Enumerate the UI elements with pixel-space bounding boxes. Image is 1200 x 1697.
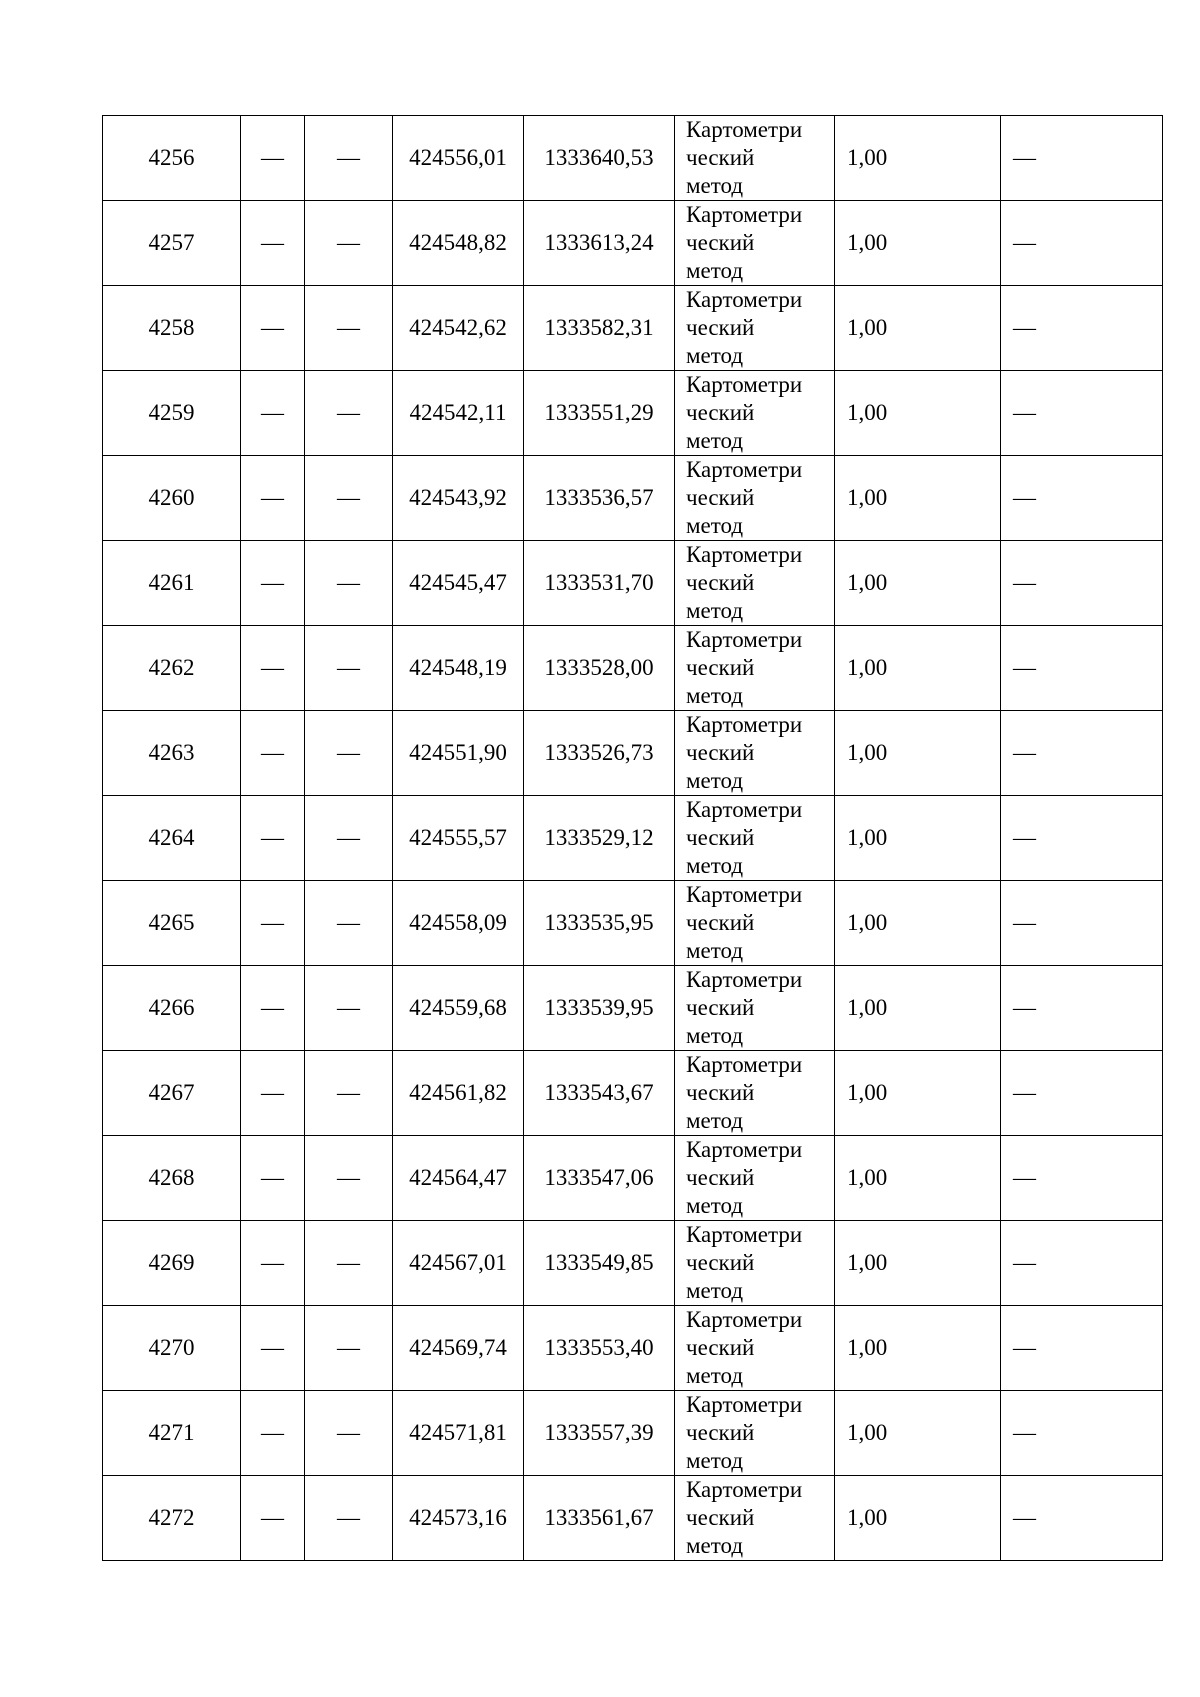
accuracy-cell: 1,00 [835,116,1001,201]
method-text-line: Картометри [686,797,803,822]
method-text-line: ческий [686,1080,755,1105]
method-text-line: метод [686,598,744,623]
y-coordinate-cell: 1333528,00 [524,626,675,711]
y-coordinate-cell: 1333536,57 [524,456,675,541]
empty-value-cell: — [1001,456,1163,541]
accuracy-cell: 1,00 [835,711,1001,796]
x-coordinate-cell: 424564,47 [393,1136,524,1221]
method-text-line: ческий [686,1250,755,1275]
point-number-cell: 4271 [103,1391,241,1476]
x-coordinate-cell: 424548,19 [393,626,524,711]
empty-value-cell: — [1001,286,1163,371]
method-text-line: ческий [686,655,755,680]
point-number-cell: 4262 [103,626,241,711]
method-text-line: Картометри [686,1477,803,1502]
table-row [103,1391,1163,1476]
method-cell [675,1221,835,1306]
empty-value-cell: — [305,1136,393,1221]
x-coordinate-cell: 424555,57 [393,796,524,881]
x-coordinate-cell: 424573,16 [393,1476,524,1561]
table-row [103,1306,1163,1391]
point-number-cell: 4268 [103,1136,241,1221]
method-cell [675,1476,835,1561]
empty-value-cell: — [305,626,393,711]
accuracy-cell: 1,00 [835,201,1001,286]
table-row [103,286,1163,371]
empty-value-cell: — [1001,881,1163,966]
method-text-line: Картометри [686,287,803,312]
empty-value-cell: — [1001,796,1163,881]
point-number-cell: 4256 [103,116,241,201]
method-text-line: Картометри [686,712,803,737]
empty-value-cell: — [1001,1306,1163,1391]
method-text-line: Картометри [686,1052,803,1077]
method-text-line: Картометри [686,1137,803,1162]
point-number-cell: 4261 [103,541,241,626]
accuracy-cell: 1,00 [835,796,1001,881]
table-row [103,456,1163,541]
method-cell [675,1136,835,1221]
x-coordinate-cell: 424559,68 [393,966,524,1051]
empty-value-cell: — [241,711,305,796]
x-coordinate-cell: 424543,92 [393,456,524,541]
accuracy-cell: 1,00 [835,881,1001,966]
empty-value-cell: — [241,1221,305,1306]
method-text-line: Картометри [686,372,803,397]
empty-value-cell: — [305,116,393,201]
y-coordinate-cell: 1333529,12 [524,796,675,881]
y-coordinate-cell: 1333526,73 [524,711,675,796]
empty-value-cell: — [241,1391,305,1476]
x-coordinate-cell: 424542,11 [393,371,524,456]
method-text-line: метод [686,173,744,198]
point-number-cell: 4263 [103,711,241,796]
y-coordinate-cell: 1333551,29 [524,371,675,456]
accuracy-cell: 1,00 [835,541,1001,626]
empty-value-cell: — [1001,966,1163,1051]
accuracy-cell: 1,00 [835,966,1001,1051]
method-text-line: метод [686,1193,744,1218]
empty-value-cell: — [305,1391,393,1476]
table-row [103,1136,1163,1221]
table-row [103,626,1163,711]
accuracy-cell: 1,00 [835,1391,1001,1476]
point-number-cell: 4264 [103,796,241,881]
method-cell [675,541,835,626]
point-number-cell: 4259 [103,371,241,456]
method-cell [675,1051,835,1136]
x-coordinate-cell: 424561,82 [393,1051,524,1136]
method-cell [675,201,835,286]
method-text-line: метод [686,1023,744,1048]
method-text-line: Картометри [686,882,803,907]
y-coordinate-cell: 1333640,53 [524,116,675,201]
method-text-line: ческий [686,825,755,850]
point-number-cell: 4258 [103,286,241,371]
method-text-line: метод [686,1363,744,1388]
x-coordinate-cell: 424567,01 [393,1221,524,1306]
empty-value-cell: — [305,1051,393,1136]
x-coordinate-cell: 424545,47 [393,541,524,626]
table-row [103,1051,1163,1136]
empty-value-cell: — [305,1476,393,1561]
method-text-line: ческий [686,995,755,1020]
method-text-line: ческий [686,485,755,510]
method-cell [675,626,835,711]
method-cell [675,1391,835,1476]
empty-value-cell: — [241,371,305,456]
method-text-line: ческий [686,1165,755,1190]
y-coordinate-cell: 1333553,40 [524,1306,675,1391]
y-coordinate-cell: 1333557,39 [524,1391,675,1476]
accuracy-cell: 1,00 [835,1136,1001,1221]
accuracy-cell: 1,00 [835,1306,1001,1391]
method-text-line: метод [686,343,744,368]
empty-value-cell: — [241,116,305,201]
x-coordinate-cell: 424551,90 [393,711,524,796]
empty-value-cell: — [241,796,305,881]
method-text-line: метод [686,938,744,963]
method-cell [675,1306,835,1391]
empty-value-cell: — [1001,371,1163,456]
method-text-line: ческий [686,230,755,255]
empty-value-cell: — [1001,626,1163,711]
y-coordinate-cell: 1333561,67 [524,1476,675,1561]
x-coordinate-cell: 424558,09 [393,881,524,966]
x-coordinate-cell: 424548,82 [393,201,524,286]
method-text-line: метод [686,1108,744,1133]
empty-value-cell: — [305,1306,393,1391]
accuracy-cell: 1,00 [835,1051,1001,1136]
empty-value-cell: — [1001,711,1163,796]
empty-value-cell: — [305,796,393,881]
empty-value-cell: — [1001,201,1163,286]
method-text-line: метод [686,683,744,708]
empty-value-cell: — [305,1221,393,1306]
method-text-line: ческий [686,1420,755,1445]
method-text-line: Картометри [686,1222,803,1247]
method-text-line: ческий [686,570,755,595]
empty-value-cell: — [1001,116,1163,201]
x-coordinate-cell: 424571,81 [393,1391,524,1476]
point-number-cell: 4266 [103,966,241,1051]
table-body [103,116,1163,1561]
method-text-line: метод [686,1278,744,1303]
method-text-line: ческий [686,1335,755,1360]
empty-value-cell: — [305,201,393,286]
empty-value-cell: — [1001,1476,1163,1561]
empty-value-cell: — [241,541,305,626]
method-text-line: Картометри [686,202,803,227]
method-text-line: Картометри [686,117,803,142]
accuracy-cell: 1,00 [835,1221,1001,1306]
empty-value-cell: — [241,626,305,711]
method-text-line: метод [686,1448,744,1473]
empty-value-cell: — [1001,541,1163,626]
accuracy-cell: 1,00 [835,1476,1001,1561]
method-text-line: ческий [686,740,755,765]
method-cell [675,371,835,456]
table-row [103,371,1163,456]
method-text-line: ческий [686,910,755,935]
point-number-cell: 4269 [103,1221,241,1306]
point-number-cell: 4270 [103,1306,241,1391]
method-text-line: Картометри [686,542,803,567]
method-cell [675,796,835,881]
empty-value-cell: — [241,881,305,966]
table-row [103,541,1163,626]
empty-value-cell: — [305,966,393,1051]
method-text-line: ческий [686,315,755,340]
empty-value-cell: — [1001,1051,1163,1136]
table-row [103,1476,1163,1561]
y-coordinate-cell: 1333535,95 [524,881,675,966]
accuracy-cell: 1,00 [835,626,1001,711]
y-coordinate-cell: 1333613,24 [524,201,675,286]
empty-value-cell: — [305,456,393,541]
method-cell [675,881,835,966]
y-coordinate-cell: 1333547,06 [524,1136,675,1221]
y-coordinate-cell: 1333531,70 [524,541,675,626]
method-text-line: метод [686,428,744,453]
method-text-line: метод [686,513,744,538]
empty-value-cell: — [241,456,305,541]
method-text-line: Картометри [686,457,803,482]
empty-value-cell: — [241,1476,305,1561]
method-text-line: ческий [686,145,755,170]
table-row [103,711,1163,796]
x-coordinate-cell: 424542,62 [393,286,524,371]
empty-value-cell: — [305,881,393,966]
empty-value-cell: — [241,1051,305,1136]
method-text-line: ческий [686,400,755,425]
table-row [103,1221,1163,1306]
empty-value-cell: — [305,371,393,456]
table-row [103,116,1163,201]
x-coordinate-cell: 424569,74 [393,1306,524,1391]
coordinates-table [102,115,1163,1561]
accuracy-cell: 1,00 [835,371,1001,456]
method-cell [675,966,835,1051]
point-number-cell: 4267 [103,1051,241,1136]
method-text-line: Картометри [686,1392,803,1417]
method-text-line: Картометри [686,627,803,652]
table-row [103,966,1163,1051]
empty-value-cell: — [1001,1221,1163,1306]
method-text-line: метод [686,1533,744,1558]
method-cell [675,456,835,541]
table-row [103,881,1163,966]
point-number-cell: 4265 [103,881,241,966]
empty-value-cell: — [241,201,305,286]
empty-value-cell: — [305,711,393,796]
method-text-line: Картометри [686,967,803,992]
x-coordinate-cell: 424556,01 [393,116,524,201]
empty-value-cell: — [1001,1391,1163,1476]
method-text-line: метод [686,258,744,283]
method-cell [675,286,835,371]
empty-value-cell: — [241,966,305,1051]
empty-value-cell: — [241,1306,305,1391]
method-cell [675,116,835,201]
method-text-line: метод [686,768,744,793]
y-coordinate-cell: 1333549,85 [524,1221,675,1306]
point-number-cell: 4272 [103,1476,241,1561]
accuracy-cell: 1,00 [835,286,1001,371]
y-coordinate-cell: 1333543,67 [524,1051,675,1136]
table-row [103,796,1163,881]
empty-value-cell: — [305,541,393,626]
empty-value-cell: — [1001,1136,1163,1221]
method-cell [675,711,835,796]
point-number-cell: 4260 [103,456,241,541]
empty-value-cell: — [241,286,305,371]
y-coordinate-cell: 1333582,31 [524,286,675,371]
method-text-line: метод [686,853,744,878]
accuracy-cell: 1,00 [835,456,1001,541]
point-number-cell: 4257 [103,201,241,286]
method-text-line: ческий [686,1505,755,1530]
empty-value-cell: — [305,286,393,371]
table-row [103,201,1163,286]
method-text-line: Картометри [686,1307,803,1332]
empty-value-cell: — [241,1136,305,1221]
y-coordinate-cell: 1333539,95 [524,966,675,1051]
